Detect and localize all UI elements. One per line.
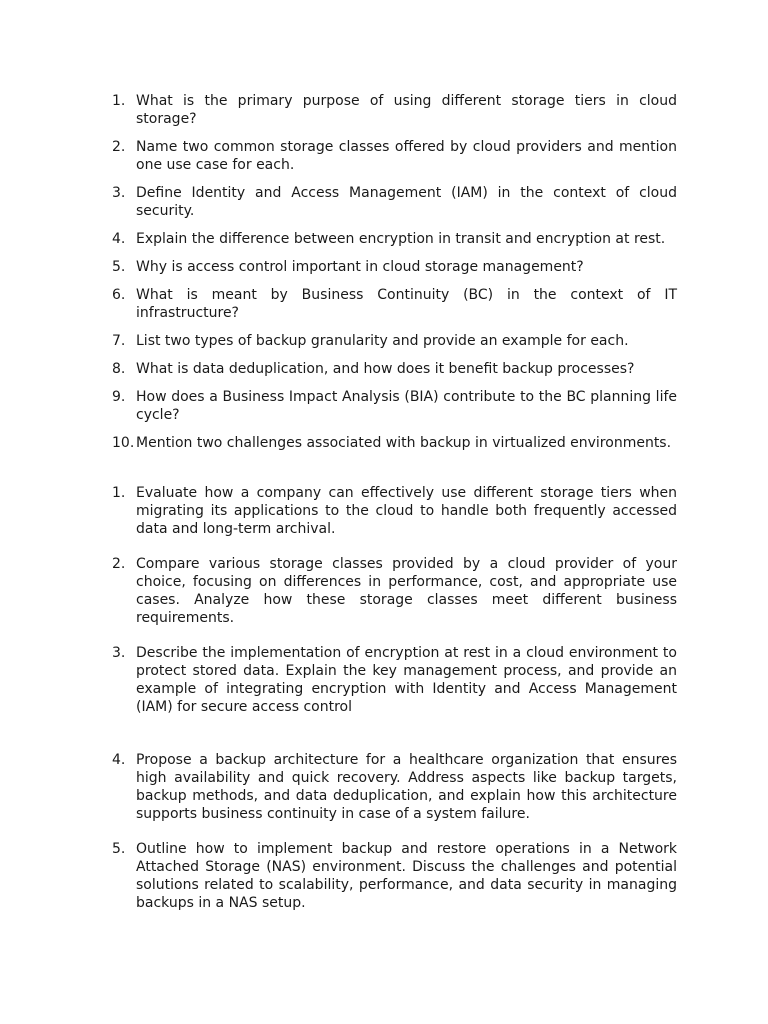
list-item — [112, 184, 677, 220]
item-number: 2. — [112, 139, 126, 155]
item-text: Why is access control important in cloud storage management? — [136, 259, 584, 275]
item-text: Compare various storage classes provided by a cloud provider of your choice, focusing on differences in performance, cost, and appropriate use cases. Analyze how these storage classes meet different business requirements. — [136, 556, 677, 626]
item-text: What is meant by Business Continuity (BC) in the context of IT infrastructure? — [136, 287, 677, 321]
item-text: What is data deduplication, and how does it benefit backup processes? — [136, 361, 635, 377]
item-number: 5. — [112, 259, 126, 275]
item-number: 3. — [112, 185, 126, 201]
item-number: 4. — [112, 231, 126, 247]
list-item — [112, 484, 677, 538]
item-text: What is the primary purpose of using different storage tiers in cloud storage? — [136, 93, 677, 127]
list-item — [112, 230, 677, 248]
list-item — [112, 751, 677, 823]
item-number: 5. — [112, 841, 126, 857]
list-item — [112, 258, 677, 276]
item-number: 8. — [112, 361, 126, 377]
list-item — [112, 388, 677, 424]
item-text: List two types of backup granularity and provide an example for each. — [136, 333, 629, 349]
item-text: Outline how to implement backup and restore operations in a Network Attached Storage (NAS) environment. Discuss the challenges and potential solutions related to scalability, performance, and data security in managing backups in a NAS setup. — [136, 841, 677, 911]
list-item — [112, 434, 677, 452]
item-number: 3. — [112, 645, 126, 661]
item-text: Propose a backup architecture for a healthcare organization that ensures high availability and quick recovery. Address aspects like backup targets, backup methods, and data deduplication, and explain how this architecture supports business continuity in case of a system failure. — [136, 752, 677, 822]
list-item — [112, 286, 677, 322]
long-questions-list — [112, 484, 677, 929]
short-questions-list — [112, 92, 677, 462]
item-text: Name two common storage classes offered by cloud providers and mention one use case for each. — [136, 139, 677, 173]
list-item — [112, 92, 677, 128]
item-number: 2. — [112, 556, 126, 572]
list-item — [112, 360, 677, 378]
list-item — [112, 138, 677, 174]
item-text: Evaluate how a company can effectively use different storage tiers when migrating its applications to the cloud to handle both frequently accessed data and long-term archival. — [136, 485, 677, 537]
item-number: 7. — [112, 333, 126, 349]
list-item — [112, 332, 677, 350]
list-item — [112, 555, 677, 627]
item-number: 10. — [112, 435, 135, 451]
item-number: 1. — [112, 485, 126, 501]
item-number: 4. — [112, 752, 126, 768]
item-number: 1. — [112, 93, 126, 109]
item-text: How does a Business Impact Analysis (BIA) contribute to the BC planning life cycle? — [136, 389, 677, 423]
list-item — [112, 644, 677, 716]
item-text: Mention two challenges associated with backup in virtualized environments. — [136, 435, 672, 451]
item-number: 9. — [112, 389, 126, 405]
item-text: Describe the implementation of encryption at rest in a cloud environment to protect stored data. Explain the key management process, and provide an example of integrating encryption with Identity and Access Management (IAM) for secure access control — [136, 645, 677, 715]
item-text: Define Identity and Access Management (IAM) in the context of cloud security. — [136, 185, 677, 219]
item-number: 6. — [112, 287, 126, 303]
item-text: Explain the difference between encryption in transit and encryption at rest. — [136, 231, 666, 247]
list-item — [112, 840, 677, 912]
